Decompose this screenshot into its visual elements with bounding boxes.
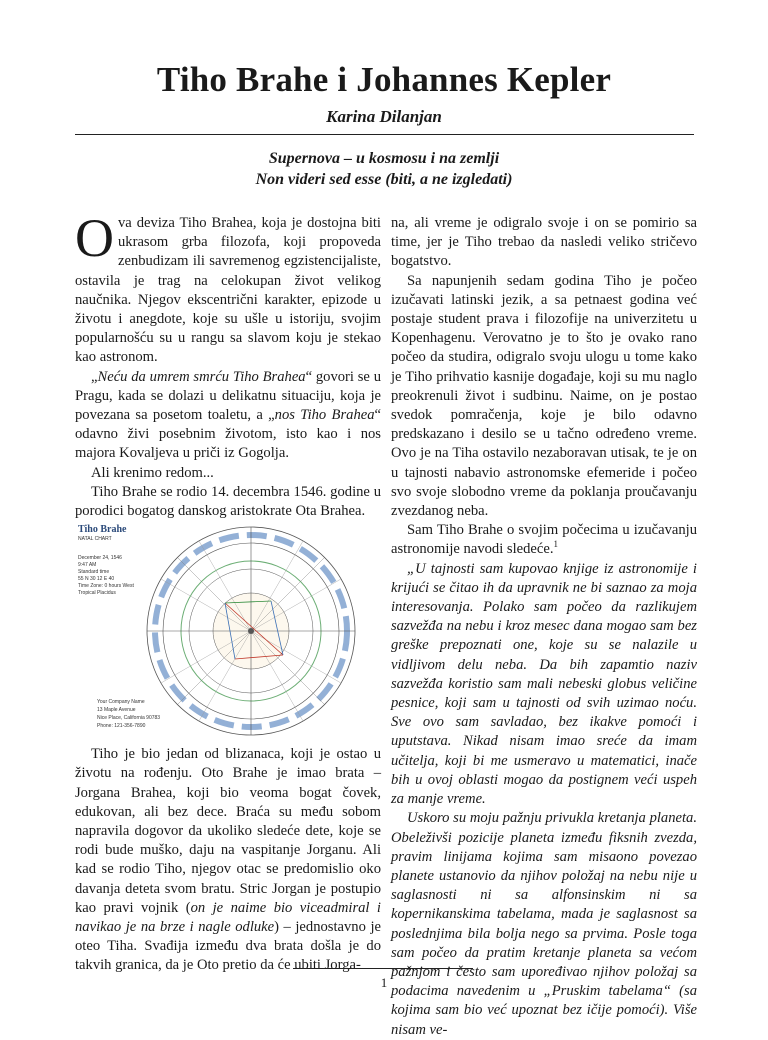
svg-text:9:47 AM: 9:47 AM — [78, 562, 97, 569]
paragraph: Tiho Brahe se rodio 14. decembra 1546. godine u porodici bogatog danskog aristokrate Ota Brahea. — [75, 483, 381, 520]
quote-paragraph: „U tajnosti sam kupovao knjige iz astronomije i krijući se čitao ih da upravnik ne bi saznao za moja interesovanja. Polako sam počeo da razlikujem sazvežđa na nebu i kroz mesec dana mogao sam bez greške prepoznati one, koje su se nalazile u vidljivom delu neba. Da bih zapamtio naziv sazvežđa koristio sam mali nebeski globus veličine pesnice, koji sam u tajnosti od svih uzimao noću. Sve ovo sam savladao, bez ikakve pomoći i uputstava. Nikad nisam imao sreće da imam učitelja, koji bi me usmeravo u matematici, inače bih u ovoj oblasti mogao da postignem veći uspeh za manje vreme. — [391, 560, 697, 808]
natal-chart-figure — [75, 523, 381, 741]
natal-chart — [75, 523, 381, 741]
paragraph: Tiho je bio jedan od blizanaca, koji je ostao u životu na rođenju. Oto Brahe je imao brata – Jorgana Brahea, koji bio veoma bogat čovek, edukovan, ali bez dece. Braća su među sobom napravila dogovor da ukoliko sledeće dete, koje se rodi bude muško, daju na vaspitanje Jorganu. Ali kad se rodio Tiho, njegov otac se predomislio oko davanja deteta svom bratu. Stric Jorgan je postupio kao pravi vojnik (on je naime bio viceadmiral i navikao je na brze i nagle odluke) – jednostavno je oteo Tiha. Svađija između dva brata došla je do takvih granica, da je Oto pretio da će ubiti Jorga- — [75, 746, 381, 974]
svg-text:December 24, 1546: December 24, 1546 — [78, 555, 122, 562]
chart-title: Tiho Brahe — [78, 524, 127, 536]
page-title: Tiho Brahe i Johannes Kepler — [156, 60, 612, 99]
svg-text:Your Company Name: Your Company Name — [97, 699, 145, 706]
right-column — [391, 214, 697, 1040]
svg-text:Time Zone: 0 hours West: Time Zone: 0 hours West — [78, 583, 134, 590]
paragraph: Sam Tiho Brahe o svojim počecima u izučavanju astronomije navodi sledeće.$^1$ — [391, 522, 697, 558]
paragraph: na, ali vreme je odigralo svoje i on se pomirio sa time, jer je Tiho trebao da nasledi veliko stričevo bogatstvo. — [391, 215, 697, 270]
chart-info — [78, 555, 134, 596]
svg-text:13 Maple Avenue: 13 Maple Avenue — [97, 707, 136, 714]
svg-text:Standard time: Standard time — [78, 569, 110, 576]
paragraph: Ova deviza Tiho Brahea, koja je dostojna biti ukrasom grba filozofa, koji propoveda zenbudizam ili savremenog egzistencijaliste, ostavila je trag na celokupan život velikog naučnika. Njegov ekscentrični karakter, epizode u životu i anegdote, koje su ušle u istoriju, svojim popularnošću su u rangu sa slavom koju je stekao kao astronom. — [75, 208, 381, 366]
paragraph: Ali krenimo redom... — [91, 464, 214, 481]
svg-text:55 N 30 12 E 40: 55 N 30 12 E 40 — [78, 576, 115, 583]
header-divider — [75, 134, 694, 135]
chart-footer — [97, 699, 160, 729]
author-name: Karina Dilanjan — [326, 107, 442, 126]
subtitle-line-1: Supernova – u kosmosu i na zemlji — [268, 150, 500, 167]
chart-subtitle: NATAL CHART — [78, 536, 112, 543]
page-number: 1 — [380, 975, 388, 990]
zodiac-wheel — [147, 527, 355, 735]
svg-text:Tropical Placidus: Tropical Placidus — [78, 590, 116, 597]
svg-text:Phone: 121-356-7890: Phone: 121-356-7890 — [97, 723, 146, 730]
left-column — [75, 208, 382, 976]
footer-divider — [293, 968, 473, 969]
paragraph: „Neću da umrem smrću Tiho Brahea“ govori se u Pragu, kada se dolazi u delikatnu situaciju, koja je povezana sa posetom toaletu, a „nos Tiho Brahea“ odavno živi posebnim životom, isto kao i nos majora Kovaljeva u priči iz Gogolja. — [75, 368, 382, 462]
footnote-ref[interactable]: 1 — [553, 539, 559, 550]
paragraph: Sa napunjenih sedam godina Tiho je počeo izučavati latinski jezik, a sa petnaest godina već postaje student prava i filozofije na univerzitetu u Kopenhagenu. Verovatno je to što je ovako rano počeo da studira, odigralo svoju ulogu u tome kako je Tiho prihvatio kasnije događaje, koji su mu naglo preokrenuli život i sudbinu. Naime, on je postao svedok pomračenja, koje je bilo odavno predskazano i desilo se u tačno određeno vreme. Ovo je na Tiha ostavilo nezaboravan utisak, te je on u tajnosti nabavio astronomske efemeride i počeo svo svoje slobodno vreme da poklanja proučavanju zvezdanog neba. — [391, 272, 697, 520]
quote-paragraph: Uskoro su moju pažnju privukla kretanja planeta. Obeleživši pozicije planeta između fiksnih zvezda, pravim linijama kojima sam misaono povezao planete ustanovio da njihov položaj na nebu nije u saglasnosti ni sa alfonsinskim ni sa kopernikanskima tabelama, mada je saglasnost sa poslednjima bila bolja nego sa prvima. Posle toga sam počeo da pratim kretanje planeta sa većom pažnjom i često sam upoređivao njihov položaj sa podacima navedenim u „Pruskim tabelama“ (sa kojima sam bio već upoznat bez ičije pomoći). Više nisam ve- — [391, 810, 697, 1038]
svg-text:Nice Place, California 90783: Nice Place, California 90783 — [97, 715, 161, 722]
subtitle-line-2: Non videri sed esse (biti, a ne izgledati) — [255, 171, 513, 188]
drop-cap: O — [75, 208, 114, 268]
